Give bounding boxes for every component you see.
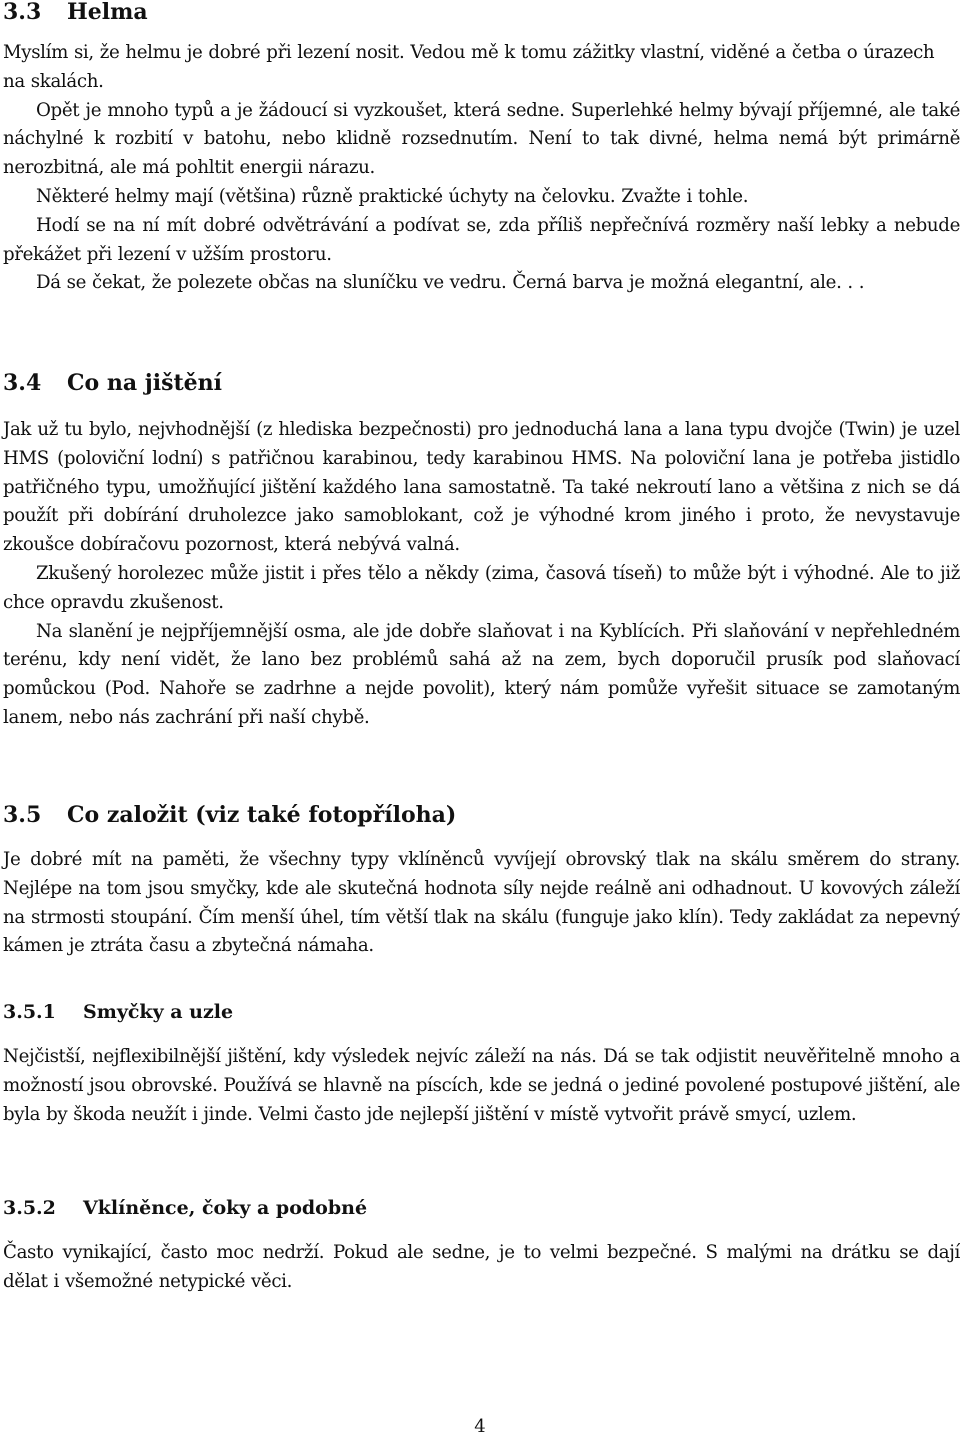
- paragraph: Na slanění je nejpříjemnější osma, ale jde dobře slaňovat i na Kyblících. Při slaňování v nepřehledném terénu, kdy není vidět, že lano bez problémů sahá až na zem, bych doporučil prusík pod slaňovací pomůckou (Pod. Nahoře se zadrhne a nejde povolit), který nám pomůže vyřešit situace se zamotaným lanem, nebo nás zachrání při naší chybě.: [3, 620, 960, 728]
- subsection-heading: [3, 1195, 960, 1221]
- section-title: Co na jištění: [67, 370, 222, 396]
- section-number: 3.4: [3, 370, 42, 396]
- section-jisteni: [3, 369, 960, 397]
- paragraph: Je dobré mít na paměti, že všechny typy vklíněnců vyvíjejí obrovský tlak na skálu směrem do strany. Nejlépe na tom jsou smyčky, kde ale skutečná hodnota síly nejde reálně ani odhadnout. U kovových záleží na strmosti stoupání. Čím menší úhel, tím větší tlak na skálu (funguje jako klín). Tedy zakládat za nepevný kámen je ztráta času a zbytečná námaha.: [3, 849, 960, 957]
- subsection-number: 3.5.1: [3, 1001, 56, 1023]
- subsection-title: Smyčky a uzle: [83, 1001, 234, 1023]
- section-helma: [3, 0, 960, 26]
- section-zalozit: [3, 801, 960, 829]
- subsection-number: 3.5.2: [3, 1197, 56, 1219]
- section-title: Helma: [67, 0, 148, 25]
- subsection-smycky: [3, 999, 960, 1025]
- page-number: 4: [474, 1416, 486, 1437]
- paragraph: Zkušený horolezec může jistit i přes tělo a někdy (zima, časová tíseň) to může být i výhodné. Ale to již chce opravdu zkušenost.: [3, 562, 960, 613]
- subsection-vklinence-body: [3, 1239, 960, 1297]
- subsection-heading: [3, 999, 960, 1025]
- section-number: 3.3: [3, 0, 42, 25]
- paragraph: Opět je mnoho typů a je žádoucí si vyzkoušet, která sedne. Superlehké helmy bývají příjemné, ale také náchylné k rozbití v batohu, nebo klidně rozsednutím. Není to tak divné, helma nemá být primárně nerozbitná, ale má pohltit energii nárazu.: [3, 99, 960, 179]
- subsection-smycky-body: [3, 1043, 960, 1129]
- paragraph: Některé helmy mají (většina) různě praktické úchyty na čelovku. Zvažte i tohle.: [36, 185, 749, 207]
- section-heading: [3, 0, 960, 26]
- section-title: Co založit (viz také fotopříloha): [67, 802, 457, 828]
- subsection-vklinence: [3, 1195, 960, 1221]
- section-helma-body: [3, 39, 960, 298]
- paragraph: Hodí se na ní mít dobré odvětrávání a podívat se, zda příliš nepřečnívá rozměry naší lebky a nebude překážet při lezení v užším prostoru.: [3, 214, 960, 265]
- section-heading: [3, 369, 960, 397]
- paragraph: Jak už tu bylo, nejvhodnější (z hlediska bezpečnosti) pro jednoduchá lana a lana typu dvojče (Twin) je uzel HMS (poloviční lodní) s patřičnou karabinou, tedy karabinou HMS. Na poloviční lana je potřeba jistidlo patřičného typu, umožňující jištění každého lana samostatně. Ta také nekroutí lano a většina z nich se dá použít při dobírání druholezce jako samoblokant, což je výhodné krom jiného i proto, že nevystavuje zkoušce dobíračovu pozornost, která nebývá valná.: [3, 419, 960, 556]
- section-number: 3.5: [3, 802, 42, 828]
- paragraph: Myslím si, že helmu je dobré při lezení nosit. Vedou mě k tomu zážitky vlastní, viděné a četba o úrazech na skalách.: [3, 42, 935, 92]
- paragraph: Často vynikající, často moc nedrží. Pokud ale sedne, je to velmi bezpečné. S malými na drátku se dají dělat i všemožné netypické věci.: [3, 1242, 960, 1292]
- section-heading: [3, 801, 960, 829]
- section-jisteni-body: [3, 416, 960, 733]
- paragraph: Dá se čekat, že polezete občas na sluníčku ve vedru. Černá barva je možná elegantní, ale. . .: [36, 272, 865, 294]
- paragraph: Nejčistší, nejflexibilnější jištění, kdy výsledek nejvíc záleží na nás. Dá se tak odjistit neuvěřitelně mnoho a možností jsou obrovské. Používá se hlavně na píscích, kde se jedná o jediné povolené postupové jištění, ale byla by škoda neužít i jinde. Velmi často jde nejlepší jištění v místě vytvořit právě smycí, uzlem.: [3, 1046, 960, 1125]
- section-zalozit-body: [3, 846, 960, 961]
- subsection-title: Vklíněnce, čoky a podobné: [83, 1197, 368, 1219]
